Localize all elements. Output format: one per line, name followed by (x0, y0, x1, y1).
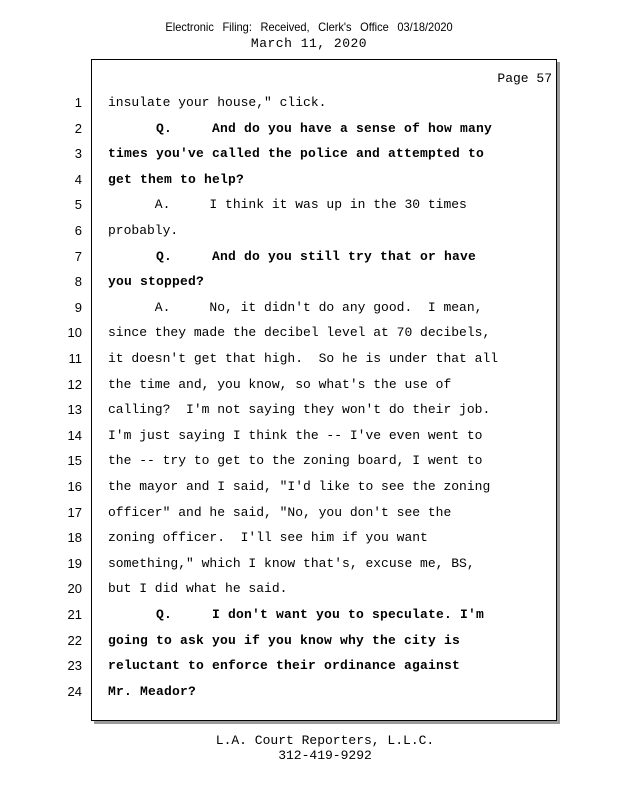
footer-company: L.A. Court Reporters, L.L.C. (215, 733, 435, 748)
line-number: 4 (74, 171, 82, 187)
transcript-line: zoning officer. I'll see him if you want (108, 530, 428, 546)
line-number: 23 (67, 658, 82, 674)
line-number: 7 (74, 248, 82, 264)
transcript-line: A. I think it was up in the 30 times (108, 197, 467, 213)
transcript-line: probably. (108, 223, 179, 238)
line-number: 11 (68, 351, 82, 366)
transcript-line: Q. I don't want you to speculate. I'm (108, 607, 485, 622)
line-number: 18 (67, 530, 82, 546)
transcript-line: the mayor and I said, "I'd like to see the zoning (108, 479, 491, 494)
transcript-line: something," which I know that's, excuse me, BS, (108, 555, 475, 571)
line-number: 16 (67, 479, 82, 494)
transcript-line: times you've called the police and attempted to (108, 146, 485, 162)
footer-phone: 312-419-9292 (278, 748, 372, 763)
line-number: 21 (67, 607, 82, 622)
line-number: 24 (67, 683, 82, 699)
transcript-line: Q. And do you have a sense of how many (108, 120, 493, 136)
line-number: 12 (67, 376, 82, 392)
transcript-line: insulate your house," click. (108, 95, 327, 110)
filing-stamp: Electronic Filing: Received, Clerk's Office 03/18/2020 (165, 20, 453, 34)
transcript-line: I'm just saying I think the -- I've even went to (108, 427, 483, 443)
transcript-line: get them to help? (108, 171, 245, 187)
transcript-line: officer" and he said, "No, you don't see the (108, 504, 452, 520)
line-number: 14 (67, 427, 82, 443)
line-number: 13 (67, 402, 82, 418)
transcript-line: since they made the decibel level at 70 decibels, (108, 325, 491, 341)
transcript-line: Q. And do you still try that or have (108, 248, 477, 264)
line-number: 3 (74, 146, 82, 162)
line-number: 15 (67, 453, 82, 469)
line-number: 9 (74, 299, 82, 315)
transcript-line: you stopped? (108, 274, 205, 290)
page-number: Page 57 (497, 71, 552, 86)
line-number: 1 (74, 95, 82, 110)
line-number: 6 (74, 223, 82, 238)
line-number: 22 (67, 632, 82, 648)
line-number: 5 (74, 197, 82, 213)
line-number: 10 (67, 325, 82, 341)
transcript-line: A. No, it didn't do any good. I mean, (108, 299, 483, 315)
transcript-line: but I did what he said. (108, 581, 288, 597)
transcript-line: going to ask you if you know why the city is (108, 632, 461, 648)
deposition-date: March 11, 2020 (250, 36, 368, 51)
line-number: 8 (74, 274, 82, 290)
line-number: 17 (67, 504, 82, 520)
transcript-line: Mr. Meador? (108, 683, 197, 699)
transcript-line: it doesn't get that high. So he is under that all (108, 351, 499, 366)
transcript-line: the time and, you know, so what's the use of (108, 376, 452, 392)
line-number: 2 (74, 120, 82, 136)
transcript-line: reluctant to enforce their ordinance against (108, 658, 461, 674)
line-number: 19 (67, 555, 82, 571)
line-number: 20 (67, 581, 82, 597)
transcript-line: calling? I'm not saying they won't do their job. (108, 402, 491, 418)
transcript-line: the -- try to get to the zoning board, I went to (108, 453, 483, 469)
